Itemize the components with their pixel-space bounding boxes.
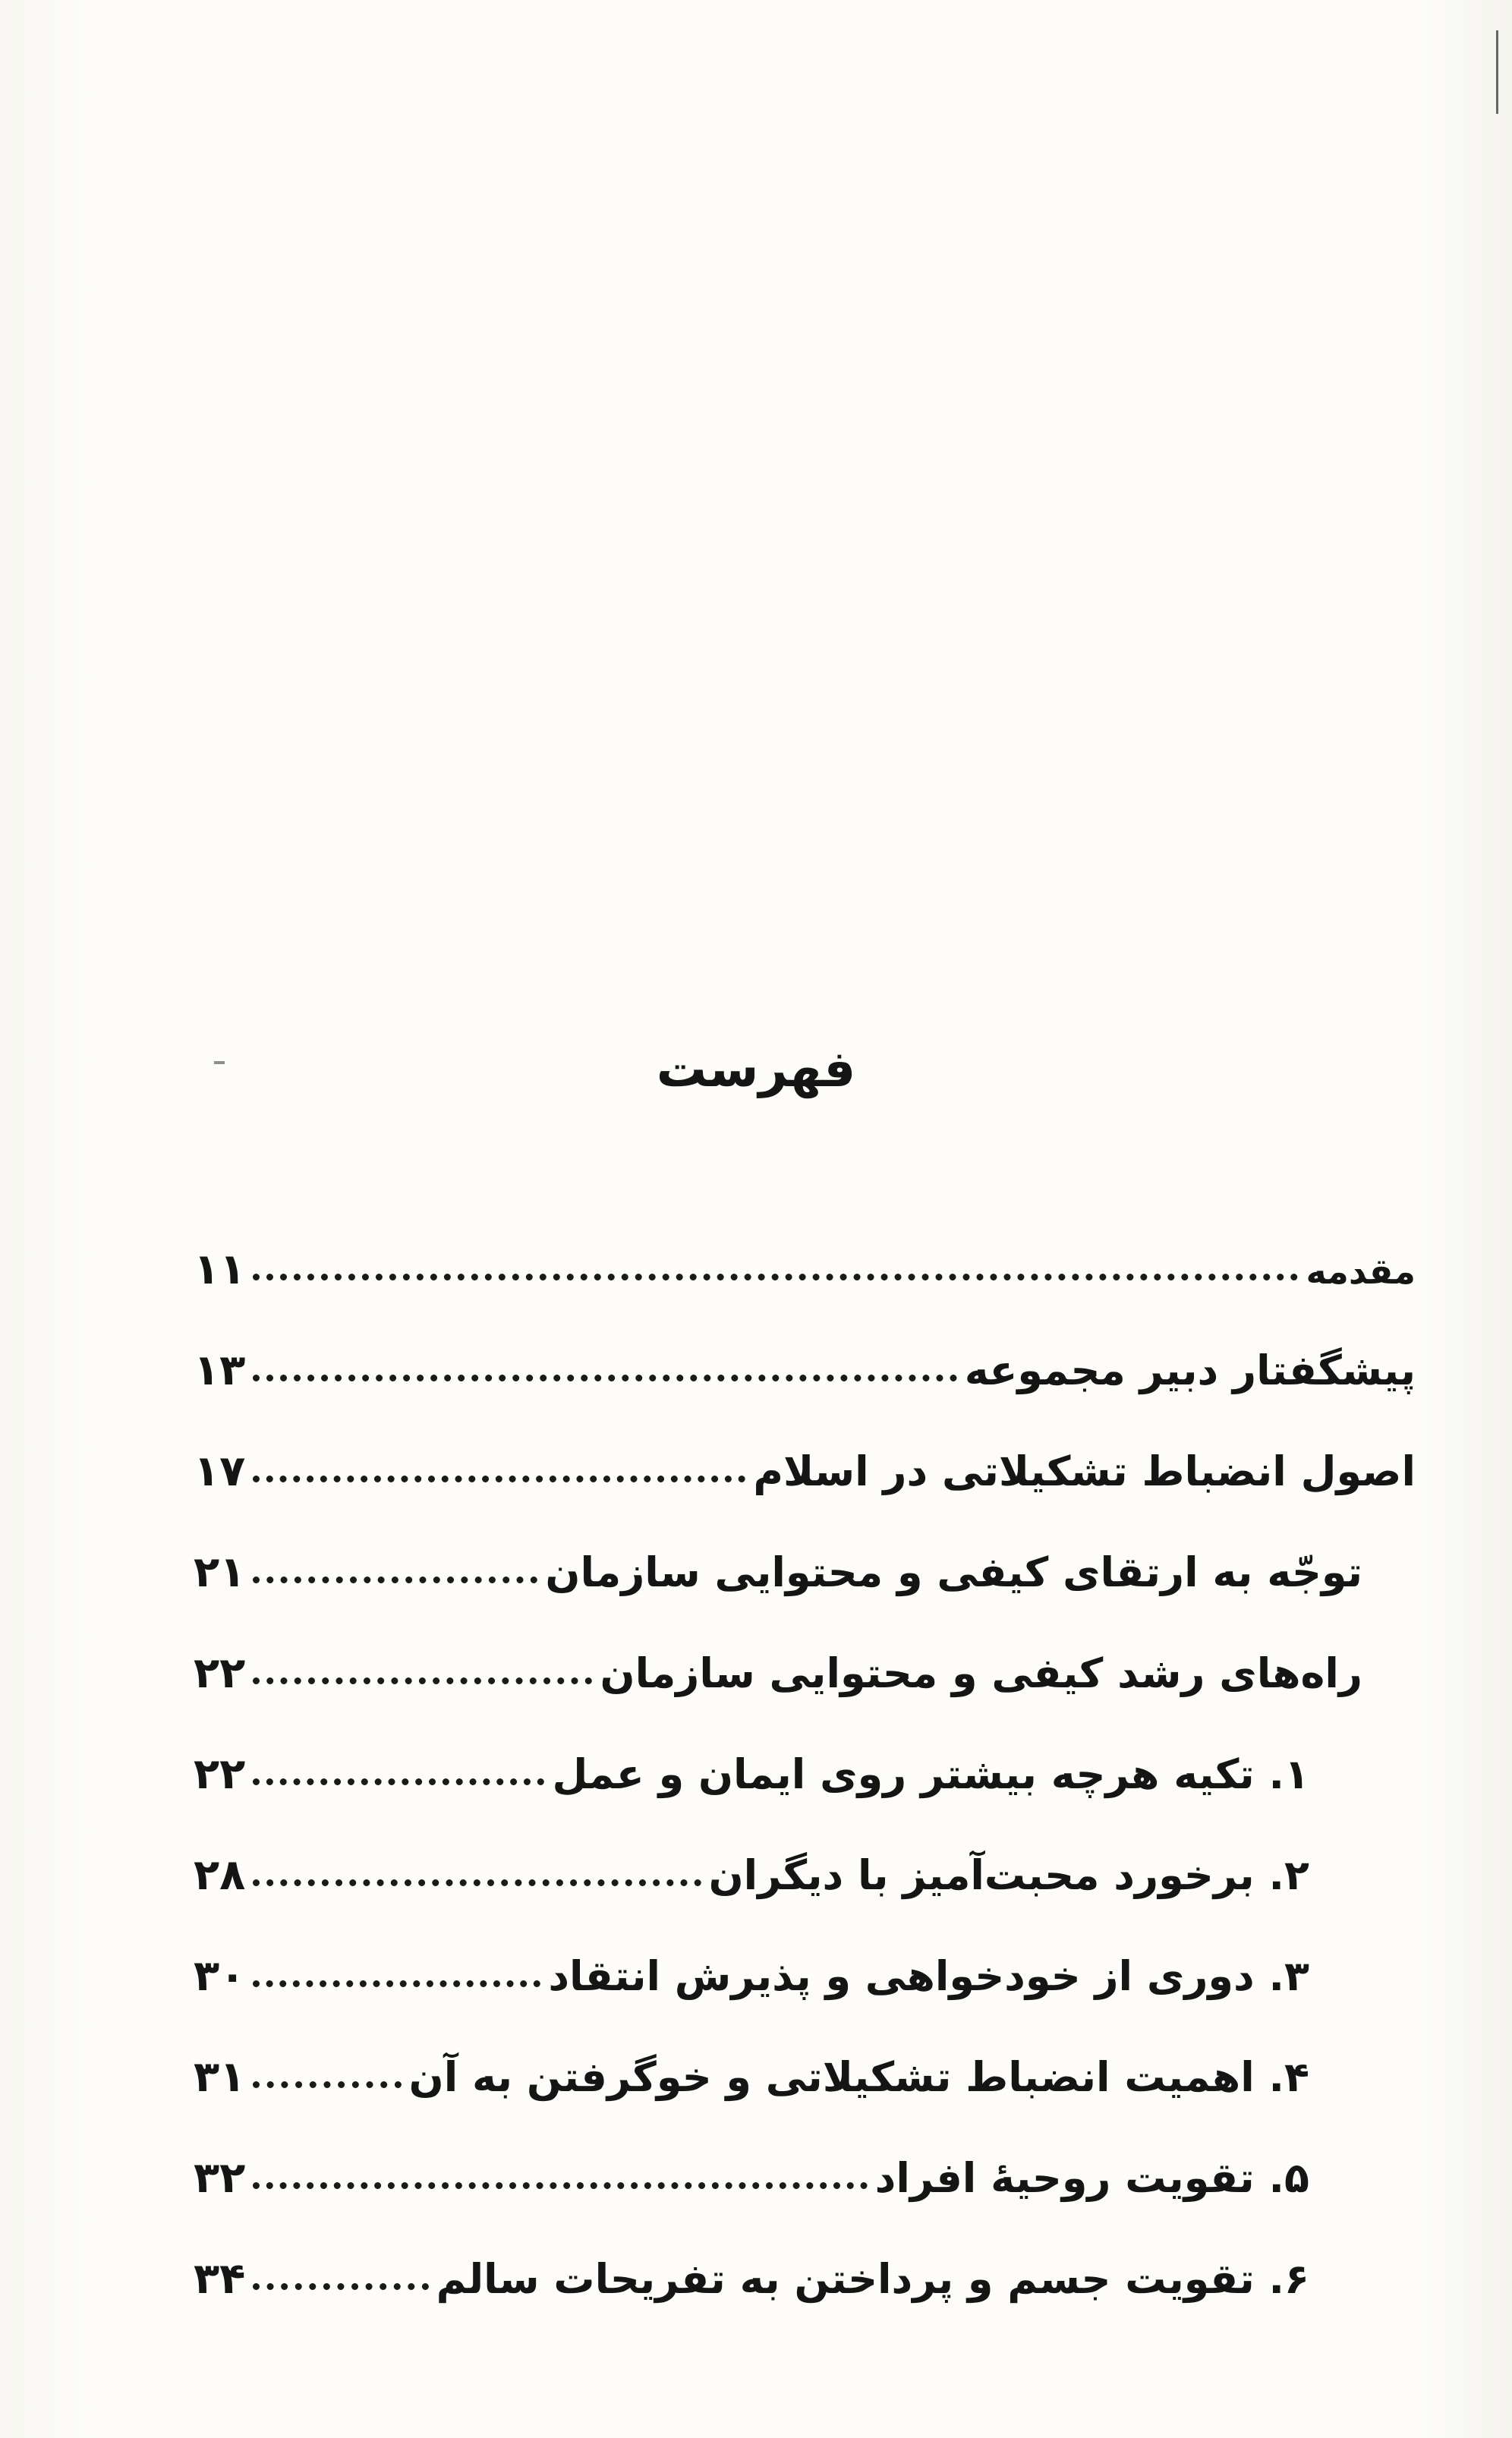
dot-leader (253, 1980, 540, 1987)
toc-entry-page: ۳۲ (194, 2153, 246, 2203)
toc-entry (194, 1245, 1416, 1346)
toc-entry-page: ۲۲ (194, 1750, 246, 1799)
toc-entry-page: ۱۱ (194, 1245, 246, 1294)
toc-entry-label: ۴. اهمیت انضباط تشکیلاتی و خوگرفتن به آن (408, 2053, 1309, 2101)
toc-entry-page: ۳۰ (194, 1951, 246, 2001)
toc-entry (194, 1750, 1416, 1851)
toc-entry (194, 2153, 1416, 2254)
dot-leader (253, 1879, 701, 1886)
toc-entry-label: مقدمه (1306, 1251, 1416, 1292)
toc-entry (194, 2254, 1416, 2355)
dot-leader (253, 1677, 592, 1684)
toc-title: فهرست (656, 1040, 856, 1098)
toc-entry-label: اصول انضباط تشکیلاتی در اسلام (753, 1447, 1416, 1495)
dot-leader (253, 1274, 1298, 1280)
toc-entry-page: ۳۴ (194, 2254, 246, 2304)
toc-entry-label: پیشگفتار دبیر مجموعه (964, 1347, 1416, 1394)
dot-leader (253, 2081, 401, 2088)
toc-entry-label: ۵. تقویت روحیۀ افراد (874, 2154, 1309, 2202)
toc-entry (194, 1447, 1416, 1548)
dot-leader (253, 1375, 956, 1381)
page-edge-mark (1496, 30, 1498, 114)
toc-entry-label: ۳. دوری از خودخواهی و پذیرش انتقاد (548, 1952, 1309, 2000)
toc-entry (194, 2052, 1416, 2153)
toc-entry-page: ۲۲ (194, 1649, 246, 1698)
toc-entry-page: ۱۷ (194, 1447, 246, 1496)
toc-entry-page: ۳۱ (194, 2052, 246, 2102)
toc-entry (194, 1346, 1416, 1447)
dot-leader (253, 1476, 745, 1482)
toc-entry-page: ۱۳ (194, 1346, 246, 1395)
toc-entry-page: ۲۸ (194, 1851, 246, 1900)
toc-entry (194, 1951, 1416, 2052)
dot-leader (253, 1577, 537, 1583)
toc-entry-page: ۲۱ (194, 1548, 246, 1597)
toc-entry-label: راه‌های رشد کیفی و محتوایی سازمان (600, 1649, 1362, 1697)
dot-leader (253, 1778, 544, 1785)
toc-entry-label: توجّه به ارتقای کیفی و محتوایی سازمان (545, 1548, 1362, 1596)
toc-entry (194, 1851, 1416, 1951)
dot-leader (253, 2283, 428, 2290)
toc-entry (194, 1649, 1416, 1750)
toc-entry (194, 1548, 1416, 1649)
toc-entry-label: ۶. تقویت جسم و پرداختن به تفریحات سالم (436, 2255, 1309, 2303)
dot-leader (253, 2182, 867, 2189)
toc-entry-label: ۲. برخورد محبت‌آمیز با دیگران (708, 1851, 1309, 1899)
table-of-contents (194, 1245, 1416, 2355)
toc-entry-label: ۱. تکیه هرچه بیشتر روی ایمان و عمل (552, 1750, 1309, 1798)
